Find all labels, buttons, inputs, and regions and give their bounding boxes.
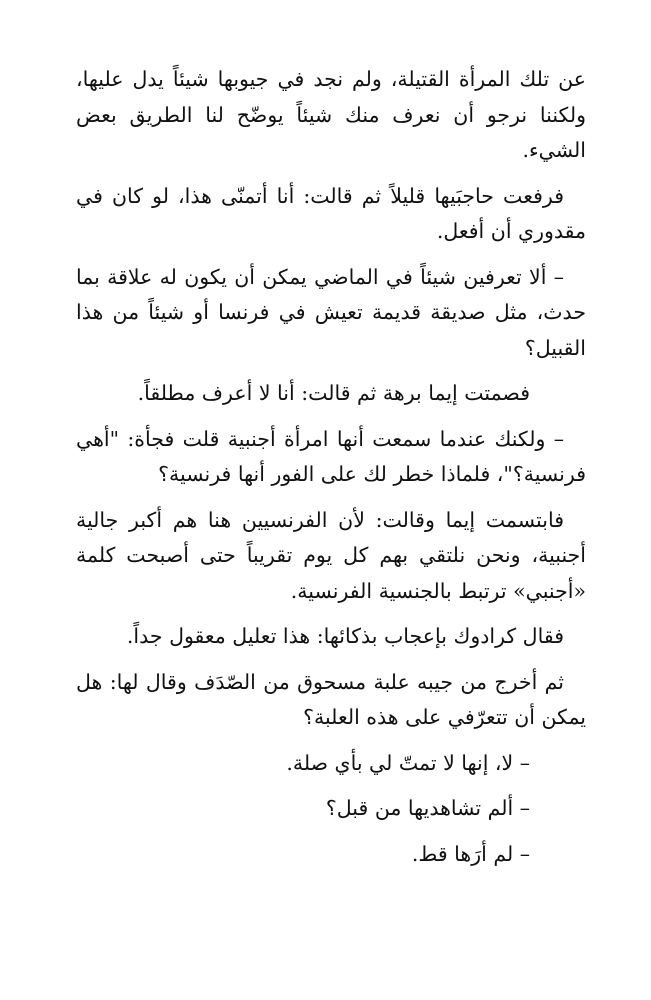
paragraph-dialogue: – ألا تعرفين شيئاً في الماضي يمكن أن يكون له علاقة بما حدث، مثل صديقة قديمة تعيش في فرنسا أو شيئاً من هذا القبيل؟	[76, 264, 586, 360]
paragraph-narration: فقال كرادوك بإعجاب بذكائها: هذا تعليل معقول جداً.	[126, 624, 564, 648]
paragraph-narration: فصمتت إيما برهة ثم قالت: أنا لا أعرف مطلقاً.	[137, 381, 530, 405]
paragraph-dialogue: – لم أرَها قط.	[411, 841, 530, 866]
paragraph-dialogue: – لا، إنها لا تمتّ لي بأي صلة.	[286, 750, 530, 775]
paragraph-narration: فابتسمت إيما وقالت: لأن الفرنسيين هنا هم أكبر جالية أجنبية، ونحن نلتقي بهم كل يوم تقريباً حتى أصبحت كلمة «أجنبي» ترتبط بالجنسية الفرنسية.	[76, 507, 586, 603]
book-page	[76, 62, 586, 882]
paragraph-narration: فرفعت حاجبَيها قليلاً ثم قالت: أنا أتمنّى هذا، لو كان في مقدوري أن أفعل.	[76, 183, 586, 243]
paragraph-narration: ثم أخرج من جيبه علبة مسحوق من الصّدَف وقال لها: هل يمكن أن تتعرّفي على هذه العلبة؟	[76, 669, 586, 729]
paragraph-continuation: عن تلك المرأة القتيلة، ولم نجد في جيوبها شيئاً يدل عليها، ولكننا نرجو أن نعرف منك شيئاً يوضّح لنا الطريق بعض الشيء.	[76, 67, 586, 162]
paragraph-dialogue: – ألم تشاهديها من قبل؟	[325, 796, 530, 820]
paragraph-dialogue: – ولكنك عندما سمعت أنها امرأة أجنبية قلت فجأة: "أهي فرنسية؟"، فلماذا خطر لك على الفور أنها فرنسية؟	[76, 426, 586, 486]
